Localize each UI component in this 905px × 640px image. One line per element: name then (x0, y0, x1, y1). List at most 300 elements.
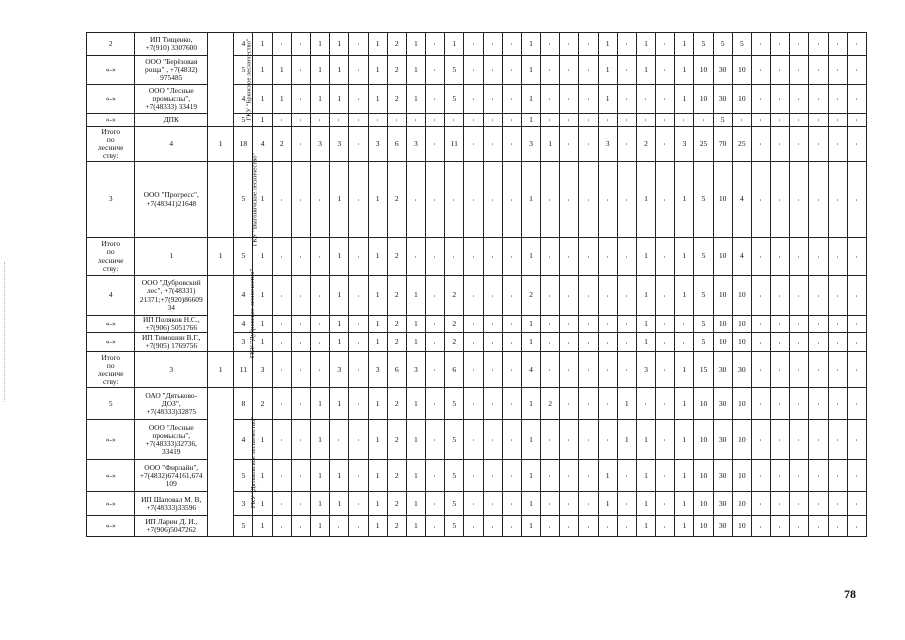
dash-mark: - (660, 342, 668, 344)
value-cell: 1 (330, 388, 349, 420)
dash-cell (464, 388, 483, 420)
value-cell: 3 (521, 127, 540, 162)
dash-cell (809, 276, 828, 316)
value-cell: 1 (253, 460, 272, 492)
dash-mark: - (795, 526, 803, 528)
dash-mark: - (584, 119, 592, 122)
dash-cell (828, 85, 847, 114)
value-cell: 1 (675, 516, 694, 537)
dash-cell (502, 420, 521, 460)
dash-mark: - (469, 369, 477, 372)
dash-cell (330, 516, 349, 537)
value-cell: 10 (732, 388, 751, 420)
dash-cell (847, 33, 866, 56)
dash-cell (368, 114, 387, 127)
dash-mark: - (852, 403, 860, 406)
table-row (87, 316, 867, 333)
dash-mark: - (660, 403, 668, 406)
value-cell: 1 (310, 460, 329, 492)
dash-mark: - (545, 199, 553, 201)
dash-cell (464, 516, 483, 537)
dash-cell (464, 56, 483, 85)
value-cell: 2 (387, 162, 406, 238)
dash-mark: - (315, 199, 323, 201)
dash-cell (598, 276, 617, 316)
dash-cell (656, 127, 675, 162)
dash-cell (502, 127, 521, 162)
dash-mark: - (756, 342, 764, 344)
dash-mark: - (354, 342, 362, 344)
organization-cell: ИП Тимошин В.Г., +7(905) 1769756 (135, 333, 208, 352)
value-cell: 1 (636, 162, 655, 238)
dash-cell (349, 420, 368, 460)
count-cell: 4 (135, 127, 208, 162)
dash-cell (809, 420, 828, 460)
dash-cell (809, 516, 828, 537)
dash-cell (483, 333, 502, 352)
dash-mark: - (430, 403, 438, 406)
value-cell: 10 (713, 333, 732, 352)
dash-mark: - (565, 295, 573, 297)
dash-mark: - (354, 98, 362, 101)
dash-mark: - (756, 43, 764, 46)
dash-mark: - (584, 526, 592, 528)
dash-cell (656, 114, 675, 127)
dash-cell (349, 85, 368, 114)
row-number-cell: «-» (87, 56, 135, 85)
dash-mark: - (315, 369, 323, 372)
value-cell: 1 (272, 56, 291, 85)
value-cell: 1 (330, 56, 349, 85)
dash-mark: - (833, 369, 841, 372)
dash-cell (617, 492, 636, 516)
value-cell: 10 (732, 316, 751, 333)
value-cell: 1 (368, 33, 387, 56)
dash-mark: - (584, 143, 592, 146)
dash-mark: - (833, 526, 841, 528)
dash-cell (617, 333, 636, 352)
value-cell: 10 (713, 238, 732, 276)
dash-cell (771, 333, 790, 352)
dash-mark: - (814, 342, 822, 344)
dash-mark: - (565, 503, 573, 506)
dash-cell (291, 352, 310, 388)
dash-mark: - (814, 403, 822, 406)
dash-cell (675, 316, 694, 333)
value-cell: 5 (694, 162, 713, 238)
dash-cell (426, 56, 445, 85)
dash-cell (560, 127, 579, 162)
value-cell: 1 (368, 460, 387, 492)
dash-cell (560, 56, 579, 85)
value-cell: 3 (406, 127, 425, 162)
value-cell: 1 (675, 420, 694, 460)
value-cell: 1 (521, 162, 540, 238)
value-cell: 10 (694, 492, 713, 516)
dash-cell (598, 238, 617, 276)
count-cell: 1 (208, 352, 234, 388)
dash-mark: - (603, 439, 611, 442)
value-cell: 1 (368, 276, 387, 316)
dash-mark: - (622, 295, 630, 297)
value-cell: 2 (387, 333, 406, 352)
dash-cell (617, 352, 636, 388)
dash-mark: - (430, 323, 438, 326)
dash-mark: - (488, 526, 496, 528)
value-cell: 1 (406, 33, 425, 56)
organization-cell: ООО "Берёзовая роща" , +7(4832) 975485 (135, 56, 208, 85)
value-cell: 5 (694, 238, 713, 276)
dash-cell (579, 56, 598, 85)
dash-mark: - (545, 503, 553, 506)
dash-cell (579, 85, 598, 114)
dash-cell (579, 162, 598, 238)
dash-cell (847, 114, 866, 127)
dash-cell (771, 33, 790, 56)
dash-mark: - (430, 119, 438, 122)
dash-mark: - (814, 439, 822, 442)
value-cell: 30 (713, 352, 732, 388)
dash-cell (426, 162, 445, 238)
dash-mark: - (814, 69, 822, 72)
value-cell: 1 (253, 114, 272, 127)
value-cell: 30 (713, 85, 732, 114)
dash-mark: - (315, 342, 323, 344)
dash-mark: - (814, 43, 822, 46)
dash-cell (598, 352, 617, 388)
dash-mark: - (430, 43, 438, 46)
value-cell: 1 (330, 460, 349, 492)
dash-mark: - (469, 43, 477, 46)
dash-mark: - (507, 143, 515, 146)
dash-cell (541, 33, 560, 56)
dash-cell (579, 316, 598, 333)
value-cell: 11 (445, 127, 464, 162)
dash-cell (847, 276, 866, 316)
dash-mark: - (430, 475, 438, 478)
dash-cell (790, 316, 809, 333)
value-cell: 15 (694, 352, 713, 388)
value-cell: 18 (234, 127, 253, 162)
table-row (87, 114, 867, 127)
dash-mark: - (488, 143, 496, 146)
dash-cell (560, 460, 579, 492)
value-cell: 1 (253, 276, 272, 316)
dash-cell (502, 388, 521, 420)
dash-mark: - (756, 295, 764, 297)
value-cell: 10 (694, 420, 713, 460)
dash-mark: - (622, 475, 630, 478)
dash-mark: - (430, 98, 438, 101)
value-cell: 6 (387, 352, 406, 388)
dash-cell (828, 492, 847, 516)
dash-mark: - (756, 98, 764, 101)
dash-mark: - (545, 439, 553, 442)
dash-cell (502, 238, 521, 276)
dash-cell (272, 420, 291, 460)
dash-mark: - (469, 342, 477, 344)
value-cell: 10 (694, 388, 713, 420)
value-cell: 1 (521, 420, 540, 460)
value-cell: 5 (445, 388, 464, 420)
dash-cell (790, 388, 809, 420)
table-row (87, 333, 867, 352)
value-cell: 1 (330, 492, 349, 516)
value-cell: 5 (234, 56, 253, 85)
dash-cell (349, 388, 368, 420)
value-cell: 1 (521, 460, 540, 492)
dash-mark: - (775, 403, 783, 406)
dash-cell (656, 352, 675, 388)
dash-cell (656, 85, 675, 114)
dash-cell (483, 33, 502, 56)
dash-mark: - (430, 143, 438, 146)
dash-cell (483, 238, 502, 276)
value-cell: 2 (387, 388, 406, 420)
dash-mark: - (852, 369, 860, 372)
dash-mark: - (545, 98, 553, 101)
dash-cell (560, 238, 579, 276)
dash-cell (464, 333, 483, 352)
value-cell: 1 (521, 316, 540, 333)
dash-cell (406, 238, 425, 276)
dash-mark: - (852, 503, 860, 506)
dash-cell (406, 162, 425, 238)
value-cell: 1 (368, 388, 387, 420)
dash-mark: - (814, 526, 822, 528)
dash-cell (291, 33, 310, 56)
value-cell: 1 (675, 460, 694, 492)
dash-mark: - (756, 526, 764, 528)
dash-cell (751, 388, 770, 420)
dash-mark: - (545, 119, 553, 122)
dash-mark: - (756, 439, 764, 442)
dash-cell (579, 420, 598, 460)
dash-mark: - (814, 323, 822, 326)
value-cell: 1 (253, 33, 272, 56)
dash-mark: - (833, 119, 841, 122)
dash-cell (330, 114, 349, 127)
dash-mark: - (469, 439, 477, 442)
dash-mark: - (775, 323, 783, 326)
value-cell: 5 (713, 33, 732, 56)
value-cell: 1 (310, 33, 329, 56)
dash-cell (272, 352, 291, 388)
dash-cell (483, 316, 502, 333)
forestry-label: ГКУ "Дубровское лесничество" (249, 269, 257, 359)
value-cell: 5 (694, 316, 713, 333)
value-cell: 1 (406, 85, 425, 114)
dash-cell (483, 85, 502, 114)
value-cell: 3 (406, 352, 425, 388)
dash-cell (790, 352, 809, 388)
dash-cell (560, 33, 579, 56)
dash-cell (272, 460, 291, 492)
dash-mark: - (334, 119, 342, 122)
dash-mark: - (795, 43, 803, 46)
dash-cell (502, 162, 521, 238)
dash-mark: - (488, 475, 496, 478)
value-cell: 4 (234, 420, 253, 460)
dash-cell (617, 460, 636, 492)
dash-cell (426, 492, 445, 516)
dash-mark: - (756, 69, 764, 72)
dash-cell (272, 333, 291, 352)
dash-cell (349, 316, 368, 333)
value-cell: 4 (234, 85, 253, 114)
dash-mark: - (354, 439, 362, 442)
dash-mark: - (584, 475, 592, 478)
dash-cell (675, 333, 694, 352)
dash-cell (426, 316, 445, 333)
row-number-cell: Итого по лесниче ству: (87, 238, 135, 276)
dash-cell (828, 460, 847, 492)
value-cell: 1 (330, 238, 349, 276)
dash-cell (847, 85, 866, 114)
dash-cell (310, 352, 329, 388)
organization-cell: ДПК (135, 114, 208, 127)
value-cell: 2 (445, 276, 464, 316)
row-number-cell: Итого по лесниче ству: (87, 127, 135, 162)
dash-mark: - (775, 256, 783, 258)
dash-mark: - (296, 439, 304, 442)
value-cell: 5 (234, 460, 253, 492)
value-cell: 2 (253, 388, 272, 420)
dash-mark: - (354, 256, 362, 258)
dash-cell (617, 127, 636, 162)
value-cell: 1 (406, 492, 425, 516)
dash-mark: - (737, 119, 745, 122)
dash-cell (656, 33, 675, 56)
value-cell: 5 (694, 333, 713, 352)
dash-cell (579, 127, 598, 162)
dash-mark: - (411, 119, 419, 122)
value-cell: 4 (521, 352, 540, 388)
value-cell: 1 (406, 316, 425, 333)
dash-mark: - (277, 439, 285, 442)
dash-cell (483, 276, 502, 316)
dash-mark: - (507, 342, 515, 344)
value-cell: 1 (253, 56, 272, 85)
dash-cell (502, 516, 521, 537)
dash-cell (790, 333, 809, 352)
value-cell: 1 (636, 238, 655, 276)
value-cell: 1 (330, 33, 349, 56)
dash-cell (847, 388, 866, 420)
dash-cell (349, 352, 368, 388)
table-row (87, 238, 867, 276)
value-cell: 1 (406, 516, 425, 537)
dash-cell (483, 162, 502, 238)
dash-cell (445, 238, 464, 276)
dash-cell (310, 316, 329, 333)
value-cell: 1 (253, 238, 272, 276)
dash-cell (847, 56, 866, 85)
dash-cell (828, 388, 847, 420)
value-cell: 2 (387, 460, 406, 492)
dash-cell (828, 276, 847, 316)
dash-cell (790, 56, 809, 85)
table-row (87, 460, 867, 492)
value-cell: 1 (521, 333, 540, 352)
value-cell: 10 (732, 333, 751, 352)
dash-mark: - (296, 295, 304, 297)
dash-cell (291, 114, 310, 127)
organization-cell: ОАО "Дятьково- ДОЗ", +7(48333)32875 (135, 388, 208, 420)
dash-mark: - (545, 369, 553, 372)
dash-cell (426, 333, 445, 352)
dash-mark: - (584, 98, 592, 101)
dash-cell (809, 114, 828, 127)
dash-mark: - (354, 199, 362, 201)
dash-mark: - (430, 199, 438, 201)
dash-cell (291, 162, 310, 238)
dash-mark: - (277, 403, 285, 406)
dash-cell (847, 238, 866, 276)
dash-cell (809, 316, 828, 333)
value-cell: 8 (234, 388, 253, 420)
dash-mark: - (507, 43, 515, 46)
dash-mark: - (469, 323, 477, 326)
dash-mark: - (296, 98, 304, 101)
value-cell: 3 (598, 127, 617, 162)
dash-cell (751, 114, 770, 127)
value-cell: 4 (234, 316, 253, 333)
value-cell: 1 (406, 333, 425, 352)
row-number-cell: «-» (87, 460, 135, 492)
value-cell: 1 (368, 516, 387, 537)
dash-cell (541, 162, 560, 238)
dash-mark: - (315, 119, 323, 122)
value-cell: 25 (732, 127, 751, 162)
value-cell: 2 (521, 276, 540, 316)
value-cell: 1 (675, 352, 694, 388)
dash-cell (464, 114, 483, 127)
value-cell: 10 (694, 460, 713, 492)
dash-cell (445, 162, 464, 238)
dash-mark: - (775, 342, 783, 344)
dash-cell (636, 388, 655, 420)
dash-mark: - (545, 43, 553, 46)
dash-cell (579, 333, 598, 352)
dash-cell (636, 114, 655, 127)
dash-cell (541, 276, 560, 316)
row-number-cell: «-» (87, 316, 135, 333)
dash-mark: - (584, 323, 592, 326)
dash-mark: - (852, 342, 860, 344)
dash-cell (310, 162, 329, 238)
value-cell: 1 (617, 420, 636, 460)
value-cell: 1 (330, 276, 349, 316)
dash-cell (272, 238, 291, 276)
dash-mark: - (756, 323, 764, 326)
dash-mark: - (852, 439, 860, 442)
value-cell: 5 (445, 420, 464, 460)
value-cell: 1 (636, 516, 655, 537)
value-cell: 1 (636, 276, 655, 316)
dash-mark: - (660, 475, 668, 478)
value-cell: 5 (234, 238, 253, 276)
value-cell: 1 (636, 333, 655, 352)
dash-cell (502, 85, 521, 114)
table-row (87, 420, 867, 460)
dash-cell (464, 460, 483, 492)
value-cell: 1 (253, 492, 272, 516)
dash-mark: - (833, 439, 841, 442)
dash-mark: - (277, 323, 285, 326)
dash-cell (560, 276, 579, 316)
dash-cell (636, 85, 655, 114)
